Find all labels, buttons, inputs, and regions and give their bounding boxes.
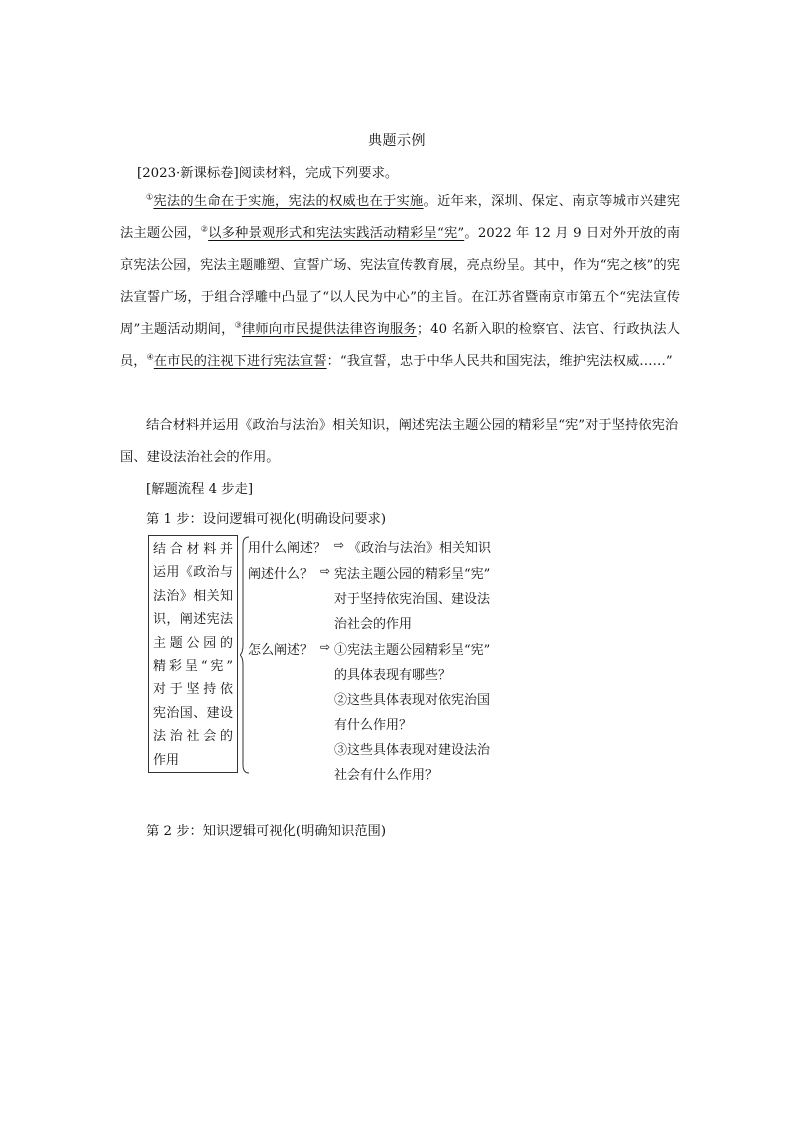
key-sentence-1: 宪法的生命在于实施，宪法的权威也在于实施 <box>153 194 424 209</box>
question-box <box>148 535 238 773</box>
answer-line: 社会有什么作用？ <box>334 768 439 783</box>
box-line: 宪治国、建设 <box>153 705 233 721</box>
marker-4: ④ <box>146 352 154 362</box>
material-text-3: ；40 名新入职的检察官、法官、行政执法人员， <box>120 322 681 369</box>
answer-line: ③这些具体表现对建设法治 <box>334 743 491 758</box>
answer-line: ②这些具体表现对依宪治国 <box>334 693 491 708</box>
q-label-what-to-use: 用什么阐述？ <box>248 541 327 556</box>
box-line: 对于坚持依 <box>153 682 233 698</box>
q-label-how-to-explain: 怎么阐述？ <box>248 643 314 658</box>
solution-flow-label: [解题流程 4 步走] <box>146 482 254 497</box>
marker-1: ① <box>146 192 154 202</box>
box-line: 运用《政治与 <box>153 565 233 581</box>
q-label-what-to-explain: 阐述什么？ <box>248 567 314 582</box>
page-title: 典题示例 <box>368 133 426 149</box>
step-1-heading: 第 1 步：设问逻辑可视化(明确设问要求) <box>146 512 387 527</box>
box-line: 法治》相关知 <box>153 588 233 604</box>
material-text-4: ：“我宣誓，忠于中华人民共和国宪法，维护宪法权威……” <box>326 354 673 369</box>
answer-line: 对于坚持依宪治国、建设法 <box>334 592 491 607</box>
answer-line: ①宪法主题公园精彩呈“宪” <box>334 643 491 658</box>
step-2-heading: 第 2 步：知识逻辑可视化(明确知识范围) <box>146 824 387 839</box>
answer-line: 宪法主题公园的精彩呈“宪” <box>334 567 491 582</box>
marker-3: ③ <box>234 320 242 330</box>
answer-line: 治社会的作用 <box>334 617 413 632</box>
question-text: 结合材料并运用《政治与法治》相关知识，阐述宪法主题公园的精彩呈“宪”对于坚持依宪治国、建设法治社会的作用。 <box>120 418 679 465</box>
answer-line: 的具体表现有哪些？ <box>334 668 452 683</box>
material-text-1: 。近年来，深圳、保定、南京等城市兴建宪法主题公园， <box>120 194 681 241</box>
box-line: 作用 <box>153 752 180 768</box>
box-line: 结合材料并 <box>153 542 233 557</box>
key-sentence-3: 律师向市民提供法律咨询服务 <box>241 322 417 337</box>
box-line: 法治社会的 <box>153 729 233 745</box>
arrow-icon: ⇨ <box>320 564 331 578</box>
box-line: 识，阐述宪法 <box>153 612 233 628</box>
marker-2: ② <box>200 224 209 234</box>
material-text-2: 。2022 年 12 月 9 日对外开放的南京宪法公园，宪法主题雕塑、宣誓广场、宪法宣传教育展，亮点纷呈。其中，作为“宪之核”的宪法宣誓广场，于组合浮雕中凸显了“以人民为中心”的主旨。在江苏省暨南京市第五个“宪法宣传周”主题活动期间， <box>120 226 680 337</box>
answer-what-to-use: 《政治与法治》相关知识 <box>348 541 492 556</box>
answer-line: 有什么作用？ <box>334 718 413 733</box>
arrow-icon: ⇨ <box>320 640 331 654</box>
box-line: 主题公园的 <box>153 635 233 651</box>
key-sentence-2: 以多种景观形式和宪法实践活动精彩呈“宪” <box>208 226 465 241</box>
key-sentence-4: 在市民的注视下进行宪法宣誓 <box>153 354 327 369</box>
box-line: 精彩呈“宪” <box>153 658 233 674</box>
source-line: [2023·新课标卷]阅读材料，完成下列要求。 <box>137 166 399 181</box>
material-paragraph <box>120 186 680 378</box>
arrow-icon: ⇨ <box>334 538 345 552</box>
question-logic-diagram <box>148 535 548 783</box>
